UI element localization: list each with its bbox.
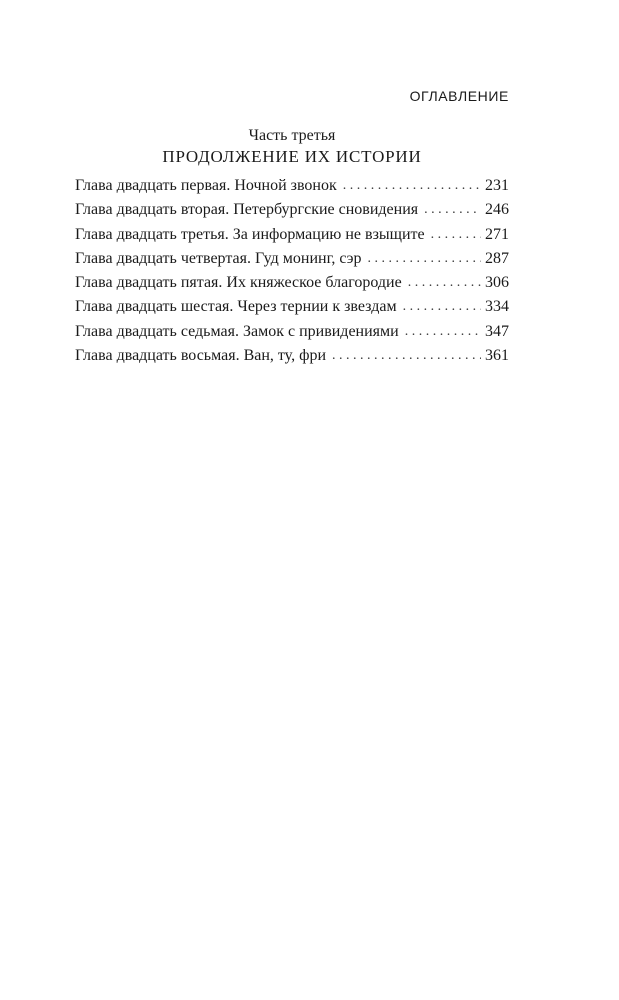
toc-entry (75, 223, 509, 247)
dot-leader (408, 270, 481, 295)
toc-entry-title: Глава двадцать восьмая. Ван, ту, фри (75, 347, 327, 365)
part-title: ПРОДОЛЖЕНИЕ ИХ ИСТОРИИ (162, 147, 422, 166)
toc-entry-title: Глава двадцать четвертая. Гуд монинг, сэр (75, 249, 362, 267)
dot-leader (403, 294, 481, 319)
dot-leader (424, 197, 481, 222)
part-label: Часть третья (248, 127, 336, 144)
toc-entry-page: 306 (485, 274, 509, 292)
dot-leader (343, 173, 481, 198)
toc-entry-page: 231 (485, 177, 509, 194)
part-heading (75, 126, 509, 168)
toc-entry-page: 334 (485, 298, 509, 316)
toc-entry-title: Глава двадцать первая. Ночной звонок (75, 177, 337, 194)
table-of-contents (75, 174, 509, 368)
dot-leader (332, 343, 481, 368)
toc-entry-title: Глава двадцать шестая. Через тернии к звездам (75, 298, 397, 316)
toc-entry (75, 344, 509, 368)
toc-entry (75, 174, 509, 198)
toc-entry (75, 198, 509, 222)
toc-entry-page: 347 (485, 322, 509, 340)
toc-entry (75, 247, 509, 271)
dot-leader (431, 222, 481, 247)
toc-entry-page: 287 (485, 249, 509, 267)
dot-leader (368, 246, 482, 271)
toc-entry-page: 271 (485, 225, 509, 243)
running-head: ОГЛАВЛЕНИЕ (409, 88, 509, 104)
toc-entry-title: Глава двадцать пятая. Их княжеское благородие (75, 274, 402, 292)
toc-entry-title: Глава двадцать вторая. Петербургские сновидения (75, 201, 419, 219)
toc-entry-title: Глава двадцать третья. За информацию не взыщите (75, 225, 425, 243)
dot-leader (405, 319, 481, 344)
toc-entry-page: 246 (485, 201, 509, 219)
toc-entry (75, 295, 509, 319)
toc-entry-title: Глава двадцать седьмая. Замок с привидениями (75, 322, 399, 340)
toc-entry-page: 361 (485, 347, 509, 365)
toc-entry (75, 271, 509, 295)
toc-entry (75, 320, 509, 344)
